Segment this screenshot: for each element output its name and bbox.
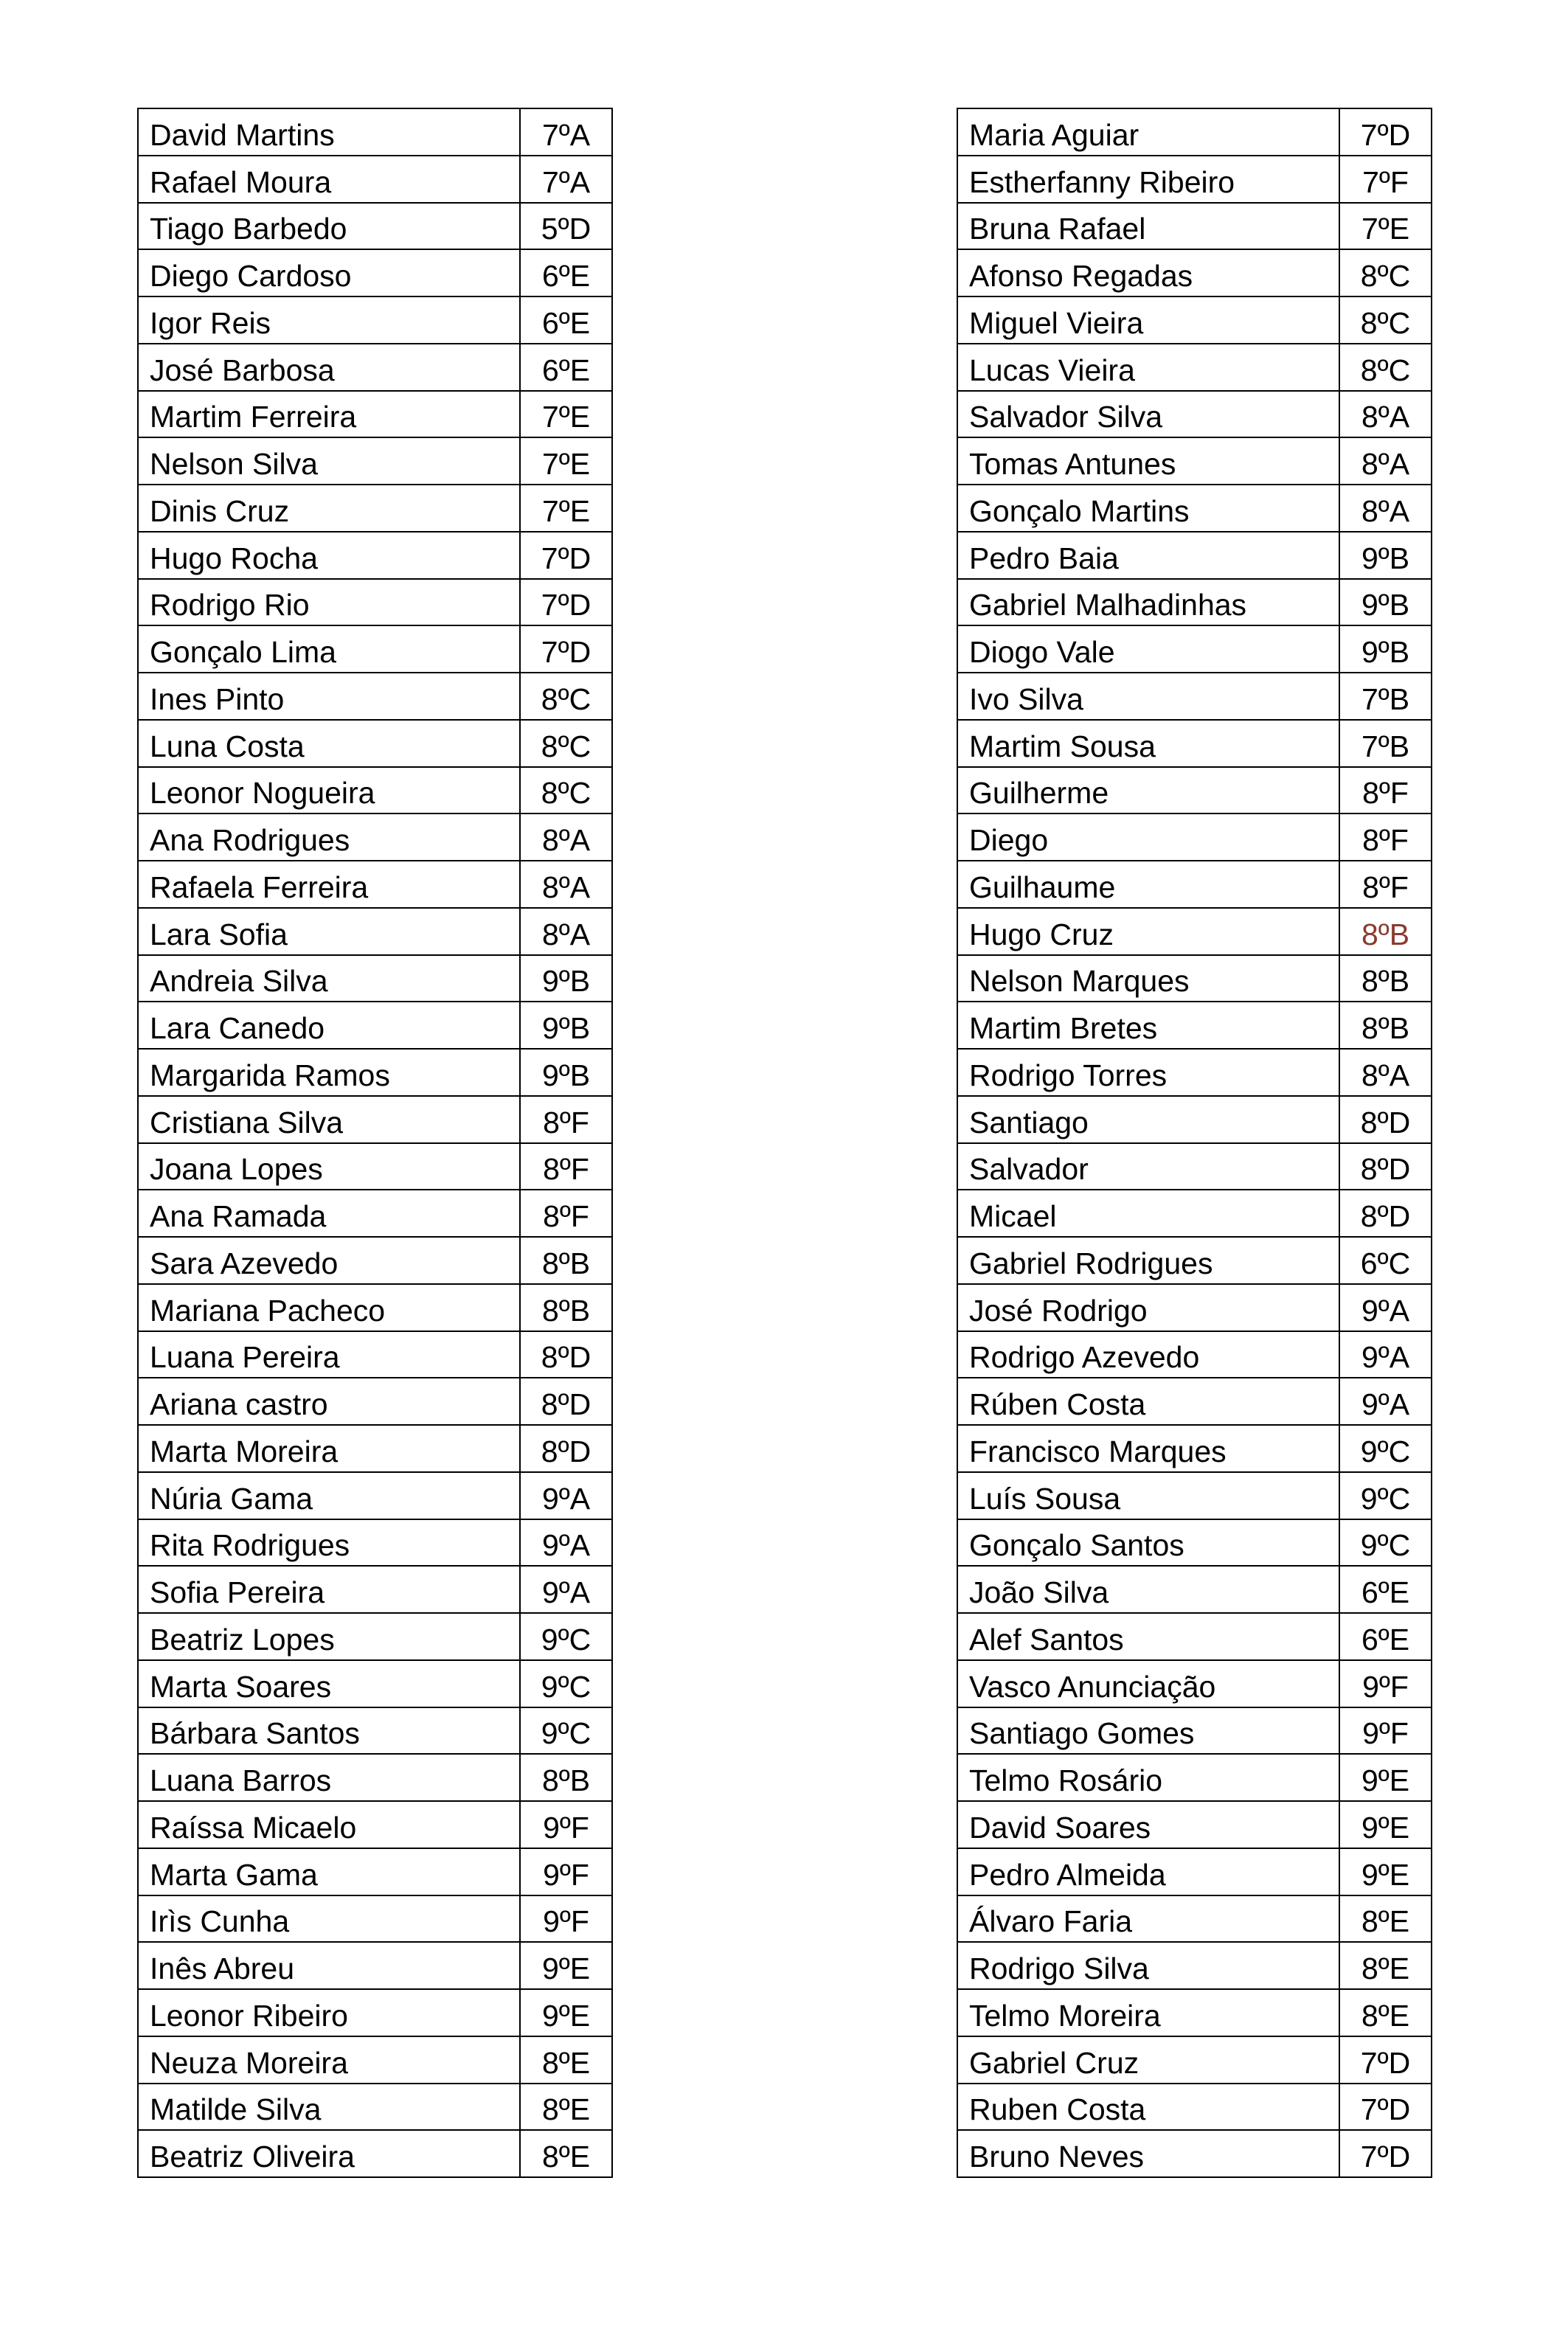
student-name-cell: Igor Reis [138,296,520,344]
class-cell: 8ºB [1339,1002,1432,1049]
student-name-cell: Sofia Pereira [138,1566,520,1613]
class-cell: 9ºC [520,1613,612,1660]
class-cell: 9ºF [1339,1707,1432,1755]
table-row [138,1237,612,1284]
table-row [138,203,612,250]
class-cell: 9ºF [520,1848,612,1895]
class-cell: 9ºC [1339,1425,1432,1472]
student-name-cell: José Rodrigo [957,1284,1339,1331]
student-name-cell: Rodrigo Torres [957,1049,1339,1096]
table-row [957,1707,1432,1755]
student-name-cell: Estherfanny Ribeiro [957,156,1339,203]
student-name-cell: Neuza Moreira [138,2036,520,2084]
table-row [957,814,1432,861]
student-name-cell: Tiago Barbedo [138,203,520,250]
student-name-cell: Irìs Cunha [138,1895,520,1943]
class-cell: 8ºB [1339,908,1432,955]
class-cell: 7ºE [520,485,612,532]
class-cell: 7ºD [520,532,612,579]
student-name-cell: Afonso Regadas [957,249,1339,296]
class-cell: 8ºC [520,673,612,720]
class-cell: 9ºF [520,1801,612,1848]
table-row [957,203,1432,250]
table-row [957,1425,1432,1472]
class-cell: 6ºE [520,344,612,391]
class-cell: 7ºD [1339,2084,1432,2131]
student-name-cell: Lara Canedo [138,1002,520,1049]
class-cell: 9ºC [1339,1472,1432,1519]
table-row [138,1331,612,1378]
table-row [957,296,1432,344]
table-row [138,1660,612,1707]
table-row [957,767,1432,814]
class-cell: 8ºD [520,1425,612,1472]
table-row [957,720,1432,767]
table-row [138,532,612,579]
student-name-cell: Santiago [957,1096,1339,1143]
table-row [957,485,1432,532]
table-row [957,579,1432,626]
student-name-cell: Nelson Marques [957,955,1339,1002]
class-cell: 8ºC [520,720,612,767]
student-name-cell: David Soares [957,1801,1339,1848]
student-name-cell: Luana Barros [138,1754,520,1801]
table-row [138,1707,612,1755]
table-row [957,861,1432,908]
student-name-cell: Beatriz Lopes [138,1613,520,1660]
class-cell: 9ºB [1339,625,1432,673]
student-name-cell: Rodrigo Silva [957,1942,1339,1989]
table-row [957,532,1432,579]
student-name-cell: Sara Azevedo [138,1237,520,1284]
table-row [957,1002,1432,1049]
class-cell: 5ºD [520,203,612,250]
class-cell: 9ºE [1339,1754,1432,1801]
table-row [138,767,612,814]
class-cell: 7ºE [520,391,612,438]
table-row [138,1754,612,1801]
student-name-cell: Rodrigo Azevedo [957,1331,1339,1378]
student-name-cell: Joana Lopes [138,1143,520,1190]
table-row [957,1331,1432,1378]
class-cell: 8ºD [520,1378,612,1425]
student-name-cell: Álvaro Faria [957,1895,1339,1943]
table-row [138,1895,612,1943]
table-row [957,1895,1432,1943]
student-name-cell: Andreia Silva [138,955,520,1002]
student-name-cell: Luna Costa [138,720,520,767]
class-cell: 7ºD [520,579,612,626]
right-student-table [957,108,1432,2178]
class-cell: 8ºE [1339,1942,1432,1989]
class-cell: 8ºD [1339,1190,1432,1237]
table-row [138,1848,612,1895]
table-row [138,1378,612,1425]
student-name-cell: Lucas Vieira [957,344,1339,391]
class-cell: 6ºE [1339,1613,1432,1660]
class-cell: 8ºA [1339,485,1432,532]
table-row [957,955,1432,1002]
student-name-cell: Miguel Vieira [957,296,1339,344]
student-name-cell: Bárbara Santos [138,1707,520,1755]
table-row [957,1284,1432,1331]
table-row [957,2036,1432,2084]
table-row [138,1801,612,1848]
class-cell: 9ºA [520,1472,612,1519]
student-name-cell: Rita Rodrigues [138,1519,520,1567]
student-name-cell: David Martins [138,108,520,156]
table-row [138,2084,612,2131]
student-name-cell: Hugo Rocha [138,532,520,579]
class-cell: 9ºC [1339,1519,1432,1567]
table-row [957,1942,1432,1989]
table-row [957,2084,1432,2131]
student-name-cell: Telmo Moreira [957,1989,1339,2036]
table-row [957,1190,1432,1237]
student-name-cell: Martim Bretes [957,1002,1339,1049]
student-name-cell: Gabriel Malhadinhas [957,579,1339,626]
class-cell: 8ºF [520,1143,612,1190]
student-name-cell: Gabriel Cruz [957,2036,1339,2084]
student-name-cell: Ariana castro [138,1378,520,1425]
table-row [138,344,612,391]
table-row [138,1284,612,1331]
table-row [138,673,612,720]
student-name-cell: Martim Ferreira [138,391,520,438]
student-name-cell: Guilherme [957,767,1339,814]
table-row [957,1989,1432,2036]
class-cell: 8ºD [1339,1143,1432,1190]
table-row [138,625,612,673]
student-name-cell: Gonçalo Santos [957,1519,1339,1567]
student-name-cell: Gabriel Rodrigues [957,1237,1339,1284]
class-cell: 7ºD [1339,2036,1432,2084]
class-cell: 8ºC [1339,249,1432,296]
student-name-cell: Salvador [957,1143,1339,1190]
table-row [138,955,612,1002]
class-cell: 9ºB [520,1049,612,1096]
table-row [138,2130,612,2177]
class-cell: 8ºE [520,2130,612,2177]
class-cell: 8ºE [1339,1895,1432,1943]
student-name-cell: Pedro Baia [957,532,1339,579]
class-cell: 8ºA [1339,1049,1432,1096]
class-cell: 9ºE [1339,1801,1432,1848]
class-cell: 8ºF [520,1190,612,1237]
table-row [138,1472,612,1519]
table-row [138,249,612,296]
left-student-table [137,108,613,2178]
table-row [138,1566,612,1613]
class-cell: 9ºB [1339,579,1432,626]
student-name-cell: Rafaela Ferreira [138,861,520,908]
student-name-cell: Rúben Costa [957,1378,1339,1425]
table-row [138,814,612,861]
student-name-cell: Beatriz Oliveira [138,2130,520,2177]
class-cell: 9ºA [1339,1284,1432,1331]
class-cell: 6ºE [1339,1566,1432,1613]
table-row [957,1660,1432,1707]
table-row [138,156,612,203]
student-name-cell: Diego Cardoso [138,249,520,296]
table-row [138,1143,612,1190]
table-row [138,1190,612,1237]
table-row [957,1143,1432,1190]
table-row [138,2036,612,2084]
student-name-cell: Raíssa Micaelo [138,1801,520,1848]
student-name-cell: Bruno Neves [957,2130,1339,2177]
class-cell: 9ºA [520,1566,612,1613]
class-cell: 9ºA [1339,1331,1432,1378]
table-row [957,249,1432,296]
class-cell: 7ºF [1339,156,1432,203]
class-cell: 9ºB [1339,532,1432,579]
class-cell: 8ºA [1339,391,1432,438]
student-name-cell: Mariana Pacheco [138,1284,520,1331]
student-name-cell: Alef Santos [957,1613,1339,1660]
class-cell: 7ºB [1339,673,1432,720]
student-name-cell: Rodrigo Rio [138,579,520,626]
student-name-cell: Bruna Rafael [957,203,1339,250]
class-cell: 7ºD [1339,108,1432,156]
student-name-cell: Telmo Rosário [957,1754,1339,1801]
student-name-cell: Matilde Silva [138,2084,520,2131]
class-cell: 9ºA [520,1519,612,1567]
class-cell: 7ºA [520,108,612,156]
student-name-cell: Gonçalo Lima [138,625,520,673]
student-name-cell: Marta Moreira [138,1425,520,1472]
table-row [957,2130,1432,2177]
class-cell: 8ºE [520,2036,612,2084]
class-cell: 7ºB [1339,720,1432,767]
student-name-cell: Salvador Silva [957,391,1339,438]
table-row [138,437,612,485]
class-cell: 8ºA [520,814,612,861]
table-row [957,1378,1432,1425]
class-cell: 9ºC [520,1660,612,1707]
student-name-cell: Luís Sousa [957,1472,1339,1519]
student-name-cell: Dinis Cruz [138,485,520,532]
table-row [957,625,1432,673]
student-name-cell: Hugo Cruz [957,908,1339,955]
table-row [957,1472,1432,1519]
class-cell: 9ºC [520,1707,612,1755]
student-name-cell: Pedro Almeida [957,1848,1339,1895]
table-row [138,579,612,626]
table-row [138,296,612,344]
table-row [138,108,612,156]
left-table-body [138,108,612,2177]
class-cell: 8ºB [520,1284,612,1331]
class-cell: 8ºD [1339,1096,1432,1143]
class-cell: 9ºE [1339,1848,1432,1895]
student-name-cell: Nelson Silva [138,437,520,485]
table-row [957,1519,1432,1567]
student-name-cell: Diego [957,814,1339,861]
table-row [138,1002,612,1049]
student-name-cell: Luana Pereira [138,1331,520,1378]
student-name-cell: Rafael Moura [138,156,520,203]
student-name-cell: Inês Abreu [138,1942,520,1989]
class-cell: 7ºA [520,156,612,203]
class-cell: 8ºF [1339,861,1432,908]
class-cell: 8ºA [520,908,612,955]
table-row [138,391,612,438]
student-name-cell: Ines Pinto [138,673,520,720]
student-name-cell: Lara Sofia [138,908,520,955]
class-cell: 7ºD [1339,2130,1432,2177]
table-row [138,1425,612,1472]
table-row [957,1613,1432,1660]
class-cell: 8ºC [1339,296,1432,344]
class-cell: 8ºB [520,1237,612,1284]
table-row [138,1942,612,1989]
table-row [957,391,1432,438]
table-row [957,673,1432,720]
student-name-cell: Marta Soares [138,1660,520,1707]
class-cell: 7ºD [520,625,612,673]
table-row [957,1096,1432,1143]
student-name-cell: Tomas Antunes [957,437,1339,485]
table-row [138,1049,612,1096]
student-name-cell: Martim Sousa [957,720,1339,767]
student-name-cell: José Barbosa [138,344,520,391]
student-name-cell: Leonor Ribeiro [138,1989,520,2036]
table-row [138,1989,612,2036]
class-cell: 9ºE [520,1989,612,2036]
student-name-cell: João Silva [957,1566,1339,1613]
table-row [138,861,612,908]
student-name-cell: Micael [957,1190,1339,1237]
class-cell: 8ºF [520,1096,612,1143]
student-name-cell: Vasco Anunciação [957,1660,1339,1707]
table-row [957,156,1432,203]
class-cell: 6ºE [520,296,612,344]
class-cell: 8ºF [1339,767,1432,814]
class-cell: 8ºD [520,1331,612,1378]
table-row [957,1049,1432,1096]
student-name-cell: Cristiana Silva [138,1096,520,1143]
table-row [138,485,612,532]
class-cell: 9ºF [1339,1660,1432,1707]
class-cell: 8ºB [1339,955,1432,1002]
class-cell: 8ºE [520,2084,612,2131]
table-row [957,1801,1432,1848]
student-name-cell: Núria Gama [138,1472,520,1519]
table-row [957,1237,1432,1284]
table-row [957,344,1432,391]
table-row [138,1096,612,1143]
student-name-cell: Maria Aguiar [957,108,1339,156]
class-cell: 9ºB [520,1002,612,1049]
table-row [957,1754,1432,1801]
student-name-cell: Francisco Marques [957,1425,1339,1472]
right-table-body [957,108,1432,2177]
class-cell: 8ºC [1339,344,1432,391]
class-cell: 8ºE [1339,1989,1432,2036]
table-row [138,1519,612,1567]
student-name-cell: Gonçalo Martins [957,485,1339,532]
student-name-cell: Ivo Silva [957,673,1339,720]
student-name-cell: Guilhaume [957,861,1339,908]
class-cell: 9ºA [1339,1378,1432,1425]
table-row [957,437,1432,485]
class-cell: 8ºF [1339,814,1432,861]
student-name-cell: Margarida Ramos [138,1049,520,1096]
student-name-cell: Santiago Gomes [957,1707,1339,1755]
class-cell: 8ºC [520,767,612,814]
table-row [138,908,612,955]
class-cell: 9ºB [520,955,612,1002]
table-row [138,1613,612,1660]
class-cell: 8ºB [520,1754,612,1801]
class-cell: 8ºA [520,861,612,908]
table-row [957,908,1432,955]
table-row [957,1848,1432,1895]
student-name-cell: Leonor Nogueira [138,767,520,814]
student-name-cell: Marta Gama [138,1848,520,1895]
class-cell: 7ºE [520,437,612,485]
class-cell: 8ºA [1339,437,1432,485]
student-name-cell: Ana Rodrigues [138,814,520,861]
class-cell: 6ºE [520,249,612,296]
class-cell: 9ºF [520,1895,612,1943]
table-row [138,720,612,767]
class-cell: 7ºE [1339,203,1432,250]
student-name-cell: Ana Ramada [138,1190,520,1237]
table-row [957,108,1432,156]
class-cell: 9ºE [520,1942,612,1989]
student-name-cell: Ruben Costa [957,2084,1339,2131]
student-name-cell: Diogo Vale [957,625,1339,673]
class-cell: 6ºC [1339,1237,1432,1284]
table-row [957,1566,1432,1613]
